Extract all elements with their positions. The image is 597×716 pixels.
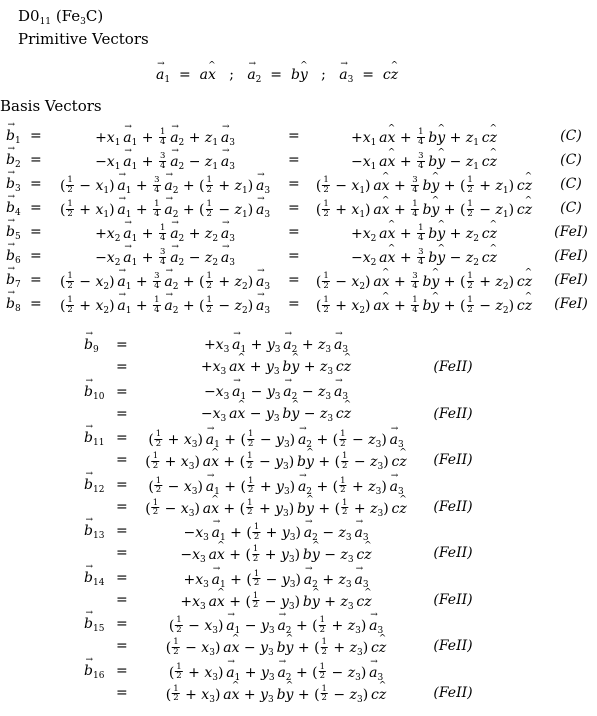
basis-vector-label: → $b_{15}$ [84,617,104,631]
cartesian-expression: $-x_3$ a^ x + ( $\frac{1}{2}$ + $y_3$) b^ $y - z_3$ c^ z [180,546,371,564]
equals-sign: = [30,296,42,312]
atom-tag: (FeII) [433,452,473,468]
equals-sign: = [116,383,128,400]
equals-sign: = [116,684,128,701]
atom-tag: (FeII) [433,591,473,608]
equals-sign: = [116,498,128,515]
atom-tag: (C) [560,200,582,216]
atom-tag: (C) [560,128,582,144]
atom-tag: (FeI) [554,248,588,264]
primitive-vectors-heading: Primitive Vectors [18,30,149,48]
equals-sign: = [116,405,128,422]
equals-sign: = [116,476,128,493]
lattice-expression: ( $\frac{1}{2}$ + $x_3) \to a_1 + y_3 \to a_2$ + ( $\frac{1}{2}$ − $z_3) \to a_3$ [169,664,383,682]
basis-vector-label: → $b_{10}$ [84,385,104,399]
equals-sign: = [288,296,300,312]
basis-vector-label: → $b_{16}$ [84,664,104,678]
lattice-expression: ( $\frac{1}{2}$ − $x_1) \to a_1$ + $\frac{3}{4}$ → $a_2$ + ( $\frac{1}{2}$ + $z_1) \to a_3$ [60,177,270,195]
atom-tag: (FeII) [433,684,473,701]
basis-vector-label: → $b_{12}$ [84,478,104,492]
equals-sign: = [116,662,128,679]
basis-vector-label: → $b_1$ [6,129,21,143]
equals-sign: = [116,523,128,539]
lattice-expression: ( $\frac{1}{2}$ + $x_2) \to a_1$ + $\frac{1}{4}$ → $a_2$ + ( $\frac{1}{2}$ − $z_2) \to a_3$ [60,297,270,315]
basis-vector-label: → $b_{13}$ [84,524,104,538]
equals-sign: = [116,430,128,446]
lattice-expression: $+x_3 \to a_1$ + ( $\frac{1}{2}$ − $y_3) \to a_2 + z_3 \to a_3$ [183,571,368,589]
equals-sign: = [116,337,128,353]
lattice-expression: $+x_2 \to a_1$ + $\frac{1}{4}$ → $a_2 + z_2 \to a_3$ [95,225,235,243]
cartesian-expression: $-x_2$ a^ x + $\frac{3}{4}$ b^ $y - z_2$ c^ z [351,249,497,267]
cartesian-expression: $-x_1$ a^ x + $\frac{3}{4}$ b^ $y - z_1$ c^ z [351,153,497,171]
equals-sign: = [30,248,42,264]
basis-vector-label: → $b_8$ [6,297,21,311]
cartesian-expression: ( $\frac{1}{2}$ + $x_2$) a^ x + $\frac{1}{4}$ b^ y + ( $\frac{1}{2}$ − $z_2$) c^ z [316,297,532,315]
atom-tag: (FeI) [554,272,588,288]
equals-sign: = [30,176,42,192]
cartesian-expression: $-x_3$ a^ $x - y_3$ b^ $y - z_3$ c^ z [201,407,351,421]
atom-tag: (FeI) [554,296,588,312]
equals-sign: = [30,272,42,288]
lattice-expression: $-x_1 \to a_1$ + $\frac{3}{4}$ → $a_2 - z_1 \to a_3$ [95,153,235,171]
equals-sign: = [116,638,128,654]
lattice-expression: $+x_3 \to a_1 + y_3 \to a_2 + z_3 \to a_3$ [204,338,348,352]
basis-vectors-heading: Basis Vectors [0,97,102,115]
equals-sign: = [116,616,128,632]
equals-sign: = [116,545,128,561]
equals-sign: = [288,200,300,216]
equals-sign: = [288,248,300,264]
cartesian-expression: ( $\frac{1}{2}$ − $x_3$) a^ x + ( $\frac{1}{2}$ + $y_3$) b^ y + ( $\frac{1}{2}$ + $z_3$) c^ z [145,500,406,518]
basis-vector-label: → $b_5$ [6,225,21,239]
cartesian-expression: ( $\frac{1}{2}$ − $x_2$) a^ x + $\frac{3}{4}$ b^ y + ( $\frac{1}{2}$ + $z_2$) c^ z [316,273,532,291]
cartesian-expression: ( $\frac{1}{2}$ + $x_3$) a^ $x + y_3$ b^ y + ( $\frac{1}{2}$ − $z_3$) c^ z [166,686,386,704]
cartesian-expression: ( $\frac{1}{2}$ + $x_1$) a^ x + $\frac{1}{4}$ b^ y + ( $\frac{1}{2}$ − $z_1$) c^ z [316,201,532,219]
equals-sign: = [116,452,128,468]
basis-vector-label: → $b_6$ [6,249,21,263]
basis-vector-label: → $b_2$ [6,153,21,167]
atom-tag: (FeII) [433,638,473,654]
lattice-expression: ( $\frac{1}{2}$ − $x_2) \to a_1$ + $\frac{3}{4}$ → $a_2$ + ( $\frac{1}{2}$ + $z_2) \to a_3$ [60,273,270,291]
equals-sign: = [116,359,128,375]
atom-tag: (FeII) [433,405,473,422]
structure-title: $D0_{11}$ $(Fe_3C)$ [18,7,104,27]
basis-vector-label: → $b_{11}$ [84,431,104,445]
lattice-expression: ( $\frac{1}{2}$ + $x_1) \to a_1$ + $\frac{1}{4}$ → $a_2$ + ( $\frac{1}{2}$ − $z_1) \to a_3$ [60,201,270,219]
lattice-expression: $+x_1 \to a_1$ + $\frac{1}{4}$ → $a_2 + z_1 \to a_3$ [95,129,235,147]
basis-vector-label: → $b_{14}$ [84,571,104,585]
equals-sign: = [30,128,42,144]
basis-vector-label: → $b_3$ [6,177,21,191]
cartesian-expression: $+x_3$ a^ $x + y_3$ b^ $y + z_3$ c^ z [201,360,351,374]
equals-sign: = [30,152,42,168]
basis-vector-label: → $b_9$ [84,338,99,352]
atom-tag: (C) [560,152,582,168]
lattice-expression: ( $\frac{1}{2}$ − $x_3) \to a_1 - y_3 \to a_2$ + ( $\frac{1}{2}$ + $z_3) \to a_3$ [169,617,383,635]
lattice-expression: $-x_3 \to a_1$ + ( $\frac{1}{2}$ + $y_3) \to a_2 - z_3 \to a_3$ [183,524,368,542]
lattice-expression: ( $\frac{1}{2}$ − $x_3) \to a_1$ + ( $\frac{1}{2}$ + $y_3) \to a_2$ + ( $\frac{1}{2}$ + $z_3) \to a_3$ [148,478,403,496]
cartesian-expression: $+x_2$ a^ x + $\frac{1}{4}$ b^ $y + z_2$ c^ z [351,225,497,243]
atom-tag: (FeII) [433,498,473,515]
equals-sign: = [288,176,300,192]
lattice-expression: $-x_2 \to a_1$ + $\frac{3}{4}$ → $a_2 - z_2 \to a_3$ [95,249,235,267]
equals-sign: = [30,224,42,240]
cartesian-expression: ( $\frac{1}{2}$ − $x_1$) a^ x + $\frac{3}{4}$ b^ y + ( $\frac{1}{2}$ + $z_1$) c^ z [316,177,532,195]
atom-tag: (C) [560,176,582,192]
lattice-expression: ( $\frac{1}{2}$ + $x_3) \to a_1$ + ( $\frac{1}{2}$ − $y_3) \to a_2$ + ( $\frac{1}{2}$ − $z_3) \to a_3$ [148,431,403,449]
basis-vector-label: → $b_4$ [6,201,21,215]
basis-vector-label: → $b_7$ [6,273,21,287]
atom-tag: (FeII) [433,545,473,561]
equals-sign: = [288,224,300,240]
primitive-vectors-equation: → $a_1$ = a^ x ; → $a_2$ = b^ y ; → $a_3$ = c^ z [156,68,398,82]
atom-tag: (FeII) [433,359,473,375]
cartesian-expression: ( $\frac{1}{2}$ − $x_3$) a^ $x - y_3$ b^ y + ( $\frac{1}{2}$ + $z_3$) c^ z [166,639,386,657]
equals-sign: = [116,591,128,608]
equals-sign: = [288,128,300,144]
cartesian-expression: $+x_1$ a^ x + $\frac{1}{4}$ b^ $y + z_1$ c^ z [351,129,497,147]
lattice-expression: $-x_3 \to a_1 - y_3 \to a_2 - z_3 \to a_3$ [204,385,348,399]
equals-sign: = [116,569,128,586]
atom-tag: (FeI) [554,224,588,240]
equals-sign: = [30,200,42,216]
equals-sign: = [288,152,300,168]
cartesian-expression: $+x_3$ a^ x + ( $\frac{1}{2}$ − $y_3$) b^ $y + z_3$ c^ z [180,593,371,611]
cartesian-expression: ( $\frac{1}{2}$ + $x_3$) a^ x + ( $\frac{1}{2}$ − $y_3$) b^ y + ( $\frac{1}{2}$ − $z_3$) c^ z [145,453,406,471]
equals-sign: = [288,272,300,288]
